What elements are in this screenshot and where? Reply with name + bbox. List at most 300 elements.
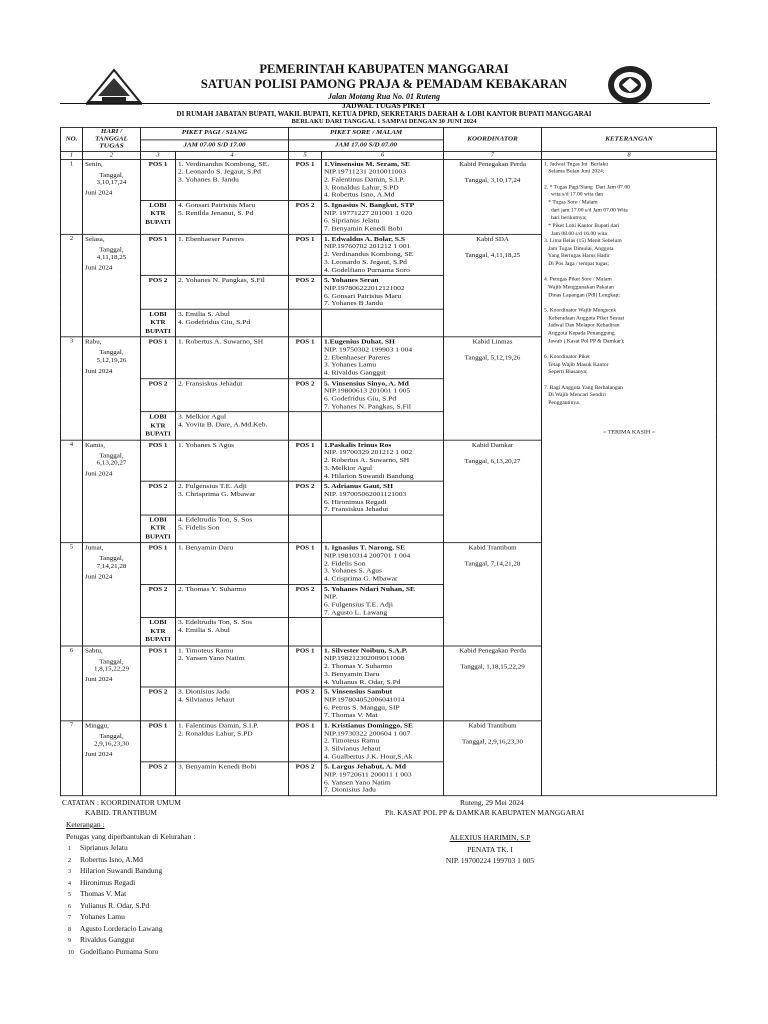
guard-name: NIP.19800613 201001 1 005	[324, 386, 411, 395]
guard-name: 1.Paskalis Irinus Ros	[324, 440, 392, 449]
guard-name: 7. Benyamin Kenedi Bobi	[324, 224, 403, 233]
guard-name: 6. Gonsari Patrisius Maru	[324, 291, 402, 300]
guard-name: 4. Edeltrudis Ton, S. Sos	[178, 515, 253, 524]
day-cell	[83, 646, 141, 721]
sore-names	[322, 234, 444, 275]
day-number: 7	[61, 721, 83, 796]
guard-name: 5. Fidelis Son	[178, 523, 220, 532]
koordinator-dates: Tanggal, 6,13,20,27	[464, 457, 521, 465]
guard-name: 2. Fidelis Son	[324, 558, 366, 567]
guard-name: 4. Yulianus R. Odar, S.Pd	[324, 677, 401, 686]
pagi-slot	[141, 481, 176, 515]
day-dates: 7,14,21,28	[96, 562, 127, 570]
col-num: 2	[83, 152, 141, 160]
guard-name: 2. Yansen Yano Natim	[178, 653, 245, 663]
day-number: 1	[61, 159, 83, 234]
col-hari-line2: TANGGAL	[95, 134, 128, 142]
sore-names	[322, 618, 444, 646]
pagi-names	[176, 234, 289, 275]
guard-name: 3. Yohanes B. Jandu	[178, 175, 239, 184]
petugas-item	[68, 935, 162, 947]
guard-name: NIP.	[324, 592, 338, 601]
sign-office: Plt. KASAT POL PP & DAMKAR KABUPATEN MANGGARAI	[385, 808, 585, 817]
slot-label: POS 1	[148, 544, 168, 552]
sore-names	[322, 762, 444, 796]
guard-name: 5. Vinsensius Sinyo, A. Md	[324, 378, 409, 387]
guard-name: 3. Melkior Agul	[178, 412, 227, 421]
pagi-slot	[141, 412, 176, 440]
petugas-item	[68, 889, 162, 901]
slot-label: POS 1	[295, 441, 315, 449]
sore-names	[322, 276, 444, 310]
guard-name: NIP.19711231 2010011003	[324, 167, 406, 176]
sore-slot	[289, 515, 322, 543]
guard-name: 2. Ebenhaeser Pareres	[324, 353, 391, 362]
sore-names	[322, 412, 444, 440]
slot-label: POS 2	[148, 482, 168, 490]
sore-slot	[289, 646, 322, 687]
koordinator-cell	[444, 337, 542, 440]
guard-name: 3. Benyamin Daru	[324, 669, 380, 678]
guard-name: 5. Renilda Jenanut, S. Pd	[178, 208, 254, 217]
day-cell	[83, 440, 141, 543]
petugas-name: Hironimus Regadi	[80, 877, 136, 887]
petugas-item	[68, 843, 162, 855]
guard-name: 6. Fulgensius T.E. Adji	[324, 600, 393, 609]
sore-names	[322, 309, 444, 337]
day-month: Juni 2024	[85, 675, 113, 684]
pagi-slot	[141, 618, 176, 646]
sore-slot	[289, 276, 322, 310]
petugas-item	[68, 855, 162, 867]
petugas-name: Godelfiano Purnama Soro	[80, 946, 159, 956]
note-line: Anggota Kepada Penanggung	[544, 331, 615, 337]
guard-name: 4. Crisprima G. Mbawar	[324, 574, 398, 583]
pagi-slot	[141, 646, 176, 687]
document-title: JADWAL TUGAS PIKET	[341, 101, 427, 110]
slot-label: POS 2	[148, 379, 168, 387]
guard-name: 2. Thomas Y. Suharmo	[178, 584, 247, 593]
day-day: Selasa,	[85, 235, 105, 243]
col-num: 1	[61, 152, 83, 160]
guard-name: 1. Verdinandus Kombong, SE.	[178, 159, 270, 168]
guard-name: 1. Robertus A. Suwarno, SH	[178, 337, 264, 346]
pagi-names	[176, 584, 289, 618]
day-month: Juni 2024	[85, 189, 113, 197]
koordinator-dates: Tanggal, 2,9,16,23,30	[462, 738, 523, 746]
slot-label: POS 1	[295, 722, 315, 730]
guard-name: NIP. 19750302 199903 1 004	[324, 345, 413, 354]
guard-name: NIP.197804052006041014	[324, 695, 405, 704]
petugas-number: 6	[68, 903, 71, 910]
note-line: Jam Tugas Dimulai, Anggota	[544, 246, 614, 252]
slot-label: POS 1	[148, 235, 168, 243]
slot-label: POS 1	[295, 235, 315, 243]
day-label: Tanggal,	[99, 657, 124, 666]
sore-slot	[289, 412, 322, 440]
note-line: Keberadaan Anggota Piket Sesuai	[544, 315, 625, 321]
sore-slot	[289, 201, 322, 235]
guard-name: NIP. 19720611 200011 1 003	[324, 770, 412, 779]
guard-name: 7. Dionisius Jadu	[324, 785, 376, 794]
petugas-name: Rivaldus Ganggut	[80, 935, 135, 944]
day-label: Tanggal,	[99, 732, 124, 741]
org-name-line1: PEMERINTAH KABUPATEN MANGGARAI	[259, 62, 509, 76]
pagi-slot	[141, 687, 176, 721]
sore-names	[322, 687, 444, 721]
note-line: wita s/d 17.00 wita dan	[544, 192, 604, 198]
slot-label: POS 1	[295, 160, 315, 168]
note-line: Penggantinya.	[544, 400, 581, 406]
guard-name: 7. Thomas V. Mat	[324, 710, 378, 719]
note-line: 3. Lima Belas (15) Menit Sebelum	[544, 238, 622, 244]
day-month: Juni 2024	[85, 367, 113, 375]
guard-name: NIP.197806222012121002	[324, 283, 405, 292]
guard-name: 3. Ronaldus Lahur, S.PD	[324, 182, 399, 191]
guard-name: 4. Gonsari Patrisius Maru	[178, 200, 256, 209]
slot-label: POS 2	[295, 276, 315, 285]
guard-name: 4. Godefridus Giu, S.Pd	[178, 317, 251, 326]
slot-label: LOBI KTR BUPATI	[145, 310, 171, 335]
day-day: Minggu,	[85, 722, 109, 730]
petugas-name: Thomas V. Mat	[80, 889, 127, 898]
roster-row	[61, 159, 717, 200]
guard-name: 2. Ronaldus Lahur, S.PD	[178, 729, 253, 738]
petugas-name: Yulianus R. Odar, S.Pd	[80, 900, 150, 910]
day-cell	[83, 543, 141, 646]
note-line: 4. Petugas Piket Sore / Malam	[544, 277, 612, 283]
pagi-names	[176, 276, 289, 310]
guard-name: 6. Hironimus Regadi	[324, 497, 387, 506]
slot-label: POS 2	[295, 585, 315, 593]
note-line: 1. Jadwal Tugas Ini Berlaku	[544, 161, 609, 167]
guard-name: 7. Yohanes N. Pangkas, S.Fil	[324, 402, 411, 411]
day-number: 2	[61, 234, 83, 337]
pagi-slot	[141, 584, 176, 618]
petugas-item	[68, 901, 162, 913]
guard-name: 2. Yohanes N. Pangkas, S.Fil	[178, 275, 265, 285]
note-line: hari berikutnya;	[544, 215, 587, 221]
pagi-slot	[141, 309, 176, 337]
sore-names	[322, 440, 444, 481]
day-label: Tanggal,	[99, 555, 124, 563]
koordinator-cell	[444, 440, 542, 543]
pagi-names	[176, 378, 289, 412]
col-num: 3	[141, 152, 176, 160]
slot-label: POS 2	[295, 482, 315, 490]
day-day: Rabu,	[85, 338, 102, 346]
pagi-names	[176, 440, 289, 481]
guard-name: NIP. 197005062001121003	[324, 489, 407, 498]
pagi-slot	[141, 543, 176, 584]
petugas-item	[68, 924, 162, 936]
guard-name: 3. Dionisius Jadu	[178, 687, 230, 696]
sore-slot	[289, 762, 322, 796]
thanks-note: = TERIMA KASIH =	[602, 429, 656, 435]
petugas-name: Robertus Isno, A.Md	[80, 854, 143, 864]
note-line	[544, 268, 714, 276]
day-day: Senin,	[85, 160, 103, 168]
guard-name: 1. Edwaldus A. Bolar, S.S	[324, 234, 406, 243]
note-line: Di Wajib Mencari Sendiri	[544, 392, 606, 399]
guard-name: 7. Yohanes B Jandu	[324, 299, 383, 308]
col-koordinator: KOORDINATOR	[444, 127, 542, 151]
day-month: Juni 2024	[85, 470, 113, 478]
day-label: Tanggal,	[99, 349, 124, 357]
guard-name: 6. Petrus S. Manggu, SIP	[324, 703, 400, 712]
slot-label: POS 1	[148, 338, 168, 346]
petugas-number: 1	[68, 846, 71, 852]
document-period: BERLAKU DARI TANGGAL 1 SAMPAI DENGAN 30 JUNI 2024	[291, 118, 477, 125]
col-hari	[83, 127, 141, 151]
signer-rank: PENATA TK. I	[467, 845, 513, 854]
petugas-item	[68, 878, 162, 890]
col-pagi-hours: JAM 07.00 S/D 17.00	[141, 140, 289, 152]
day-dates: 3,10,17,24	[96, 178, 127, 186]
petugas-number: 4	[68, 880, 71, 887]
guard-name: 1. Ebenhaeser Pareres	[178, 234, 245, 243]
pagi-slot	[141, 378, 176, 412]
col-num: 4	[176, 152, 289, 160]
slot-label: POS 1	[148, 441, 168, 449]
day-cell	[83, 721, 141, 796]
signer-nip: NIP. 19700224 199703 1 005	[445, 856, 535, 865]
day-day: Sabtu,	[85, 647, 103, 655]
day-number: 5	[61, 543, 83, 646]
day-cell	[83, 234, 141, 337]
petugas-number: 8	[68, 926, 71, 933]
sore-names	[322, 159, 444, 200]
petugas-item	[68, 912, 162, 924]
pagi-slot	[141, 440, 176, 481]
col-num: 7	[444, 152, 542, 160]
sore-names	[322, 337, 444, 378]
guard-name: 6. Yansen Yano Natim	[324, 778, 391, 787]
guard-name: 2. Fransiskus Jehadut	[178, 378, 243, 387]
slot-label: POS 1	[295, 338, 315, 346]
guard-name: NIP. 19700329 201212 1 002	[324, 448, 413, 457]
pagi-slot	[141, 762, 176, 796]
sore-names	[322, 584, 444, 618]
sore-slot	[289, 543, 322, 584]
note-line	[544, 346, 714, 354]
guard-name: 4. Godelfiano Purnama Soro	[324, 265, 410, 274]
pagi-names	[176, 543, 289, 584]
guard-name: 4. Gualbertus J.K. Hour,S.Ak	[324, 752, 413, 761]
guard-name: 5. Adrianus Gaut, SH	[324, 481, 393, 490]
guard-name: 3. Silvianus Jehaut	[324, 744, 381, 753]
sore-names	[322, 721, 444, 762]
pagi-names	[176, 412, 289, 440]
sore-names	[322, 515, 444, 543]
pagi-names	[176, 337, 289, 378]
note-line: Jam 08.00 s/d 16.00 wita	[544, 230, 607, 237]
guard-name: 1. Falentinus Damin, S.I.P.	[178, 721, 259, 730]
guard-name: NIP.19810314 200701 1 004	[324, 551, 411, 560]
slot-label: POS 2	[295, 763, 315, 771]
petugas-name: Siprianus Jelatu	[80, 843, 128, 852]
petugas-kelurahan-list	[68, 843, 162, 958]
sore-slot	[289, 234, 322, 275]
sore-slot	[289, 309, 322, 337]
slot-label: POS 2	[148, 585, 168, 593]
note-line: 7. Bagi Anggota Yang Berhalangan	[544, 385, 623, 391]
day-number: 6	[61, 646, 83, 721]
koordinator-cell	[444, 234, 542, 337]
day-month: Juni 2024	[85, 573, 113, 581]
sign-place-date: Ruteng, 29 Mei 2024	[460, 798, 524, 807]
day-dates: 4,11,18,25	[96, 253, 127, 261]
slot-label: LOBI KTR BUPATI	[145, 413, 171, 438]
petugas-number: 7	[68, 915, 71, 921]
pagi-names	[176, 687, 289, 721]
column-number-row	[61, 152, 717, 160]
guard-name: 3. Edeltrudis Ton, S. Sos	[178, 618, 253, 627]
guard-name: 7. Agusto L. Lawang	[324, 607, 388, 616]
guard-name: 3. Emilia S. Abul	[178, 309, 230, 318]
petugas-number: 2	[68, 857, 71, 864]
petugas-name: Yohanes Lamu	[80, 912, 125, 921]
pagi-names	[176, 481, 289, 515]
day-label: Tanggal,	[99, 246, 124, 254]
petugas-item	[68, 947, 162, 959]
guard-name: 5. Vinsensius Sambut	[324, 687, 393, 696]
day-month: Juni 2024	[85, 264, 113, 272]
guard-name: 2. Falentinus Damin, S.I.P.	[324, 175, 405, 184]
col-sore-hours: JAM 17.00 S/D 07.00	[289, 140, 444, 152]
slot-label: POS 1	[295, 544, 315, 552]
guard-name: 5. Yohanes Seran	[324, 275, 379, 285]
guard-name: 1.Vinsensius M. Seram, SE	[324, 159, 410, 168]
day-cell	[83, 337, 141, 440]
guard-name: 5. Largus Jehabut, A. Md	[324, 762, 406, 771]
duty-roster-table	[60, 127, 717, 796]
slot-label: POS 2	[148, 763, 168, 771]
day-month: Juni 2024	[85, 750, 113, 759]
sore-slot	[289, 687, 322, 721]
slot-label: POS 2	[295, 201, 315, 209]
guard-name: 4. Robertus Isno, A.Md	[324, 190, 395, 199]
note-line: Jadwal Dan Melapor Kehadiran	[544, 323, 620, 329]
koordinator-name: Kabid Linmas	[472, 338, 513, 346]
koordinator-name: Kabid Damkar	[471, 441, 514, 449]
koordinator-dates: Tanggal, 1,18,15,22,29	[460, 663, 525, 671]
note-line: Seperti Biasanya;	[544, 369, 588, 375]
sore-names	[322, 543, 444, 584]
day-cell	[83, 159, 141, 234]
guard-name: 4. Hilarion Suwandi Bandung	[324, 471, 414, 480]
koordinator-dates: Tanggal, 7,14,21,28	[464, 560, 521, 568]
note-line: 6. Koordinator Piket	[544, 354, 590, 360]
koordinator-cell	[444, 721, 542, 796]
org-name-line2: SATUAN POLISI PAMONG PRAJA & PEMADAM KEBAKARAN	[200, 77, 568, 91]
slot-label: POS 2	[295, 688, 315, 696]
petugas-item	[68, 866, 162, 878]
slot-label: LOBI KTR BUPATI	[145, 201, 171, 226]
note-line: * Piket Lobi Kantor Bupati dari	[544, 223, 620, 229]
petugas-number: 5	[68, 892, 71, 898]
guard-name: 1. Ignasius T. Narong, SE	[324, 543, 406, 552]
petugas-name: Agusto Lorderacio Lawang	[80, 923, 163, 933]
sore-slot	[289, 378, 322, 412]
guard-name: 2. Leonardo S. Jegaut, S.Pd	[178, 167, 261, 176]
koordinator-dates: Tanggal, 3,10,17,24	[464, 176, 521, 184]
koordinator-name: Kabid Trantibum	[468, 722, 517, 730]
document-subtitle: DI RUMAH JABATAN BUPATI, WAKIL BUPATI, KETUA DPRD, SEKRETARIS DAERAH & LOBI KANTOR BUPATI MANGGARAI	[176, 110, 592, 118]
guard-name: 2. Timoteus Ramu	[324, 736, 380, 745]
guard-name: 4. Rivaldus Ganggut	[324, 368, 386, 377]
sore-slot	[289, 159, 322, 200]
catatan-kabid: KABID. TRANTIBUM	[85, 808, 157, 817]
guard-name: NIP. 19771227 201001 1 020	[324, 208, 413, 217]
pagi-names	[176, 618, 289, 646]
note-line: 5. Koordinator Wajib Mengecek	[544, 307, 617, 314]
day-number: 4	[61, 440, 83, 543]
note-line: 2. * Tugas Pagi/Siang Dari Jam 07.00	[544, 184, 630, 190]
note-line: * Tugas Sore / Malam	[544, 199, 598, 206]
guard-name: 1. Timoteus Ramu	[178, 646, 234, 655]
petugas-number: 3	[68, 869, 71, 875]
pagi-slot	[141, 721, 176, 762]
col-num: 5	[289, 152, 322, 160]
sore-names	[322, 201, 444, 235]
guard-name: NIP.198212302009011008	[324, 653, 405, 663]
guard-name: 3. Leonardo S. Jegaut, S.Pd	[324, 257, 407, 266]
note-line: Selama Bulan Juni 2024;	[544, 169, 605, 175]
col-keterangan: KETERANGAN	[542, 127, 717, 151]
col-hari-line1: HARI /	[100, 127, 123, 136]
col-pagi: PIKET PAGI / SIANG	[141, 127, 289, 139]
col-sore: PIKET SORE / MALAM	[289, 127, 444, 139]
day-label: Tanggal,	[99, 171, 124, 179]
pagi-names	[176, 159, 289, 200]
day-dates: 5,12,19,26	[96, 356, 127, 364]
pagi-names	[176, 721, 289, 762]
pagi-slot	[141, 337, 176, 378]
guard-name: 2. Verdinandus Kombong, SE	[324, 250, 414, 259]
pagi-slot	[141, 276, 176, 310]
slot-label: LOBI KTR BUPATI	[145, 516, 171, 541]
sore-slot	[289, 337, 322, 378]
slot-label: POS 2	[148, 688, 168, 696]
note-line	[544, 376, 714, 384]
guard-name: 5. Ignasius N. Bangkut, STP	[324, 200, 415, 209]
guard-name: 1. Kristianus Dominggo, SE	[324, 721, 413, 730]
sore-names	[322, 646, 444, 687]
guard-name: 1. Yohanes S Agus	[178, 440, 235, 449]
guard-name: 1. Silvester Noibun, S.A.P.	[324, 646, 408, 655]
signer-name: ALEXIUS HARIMIN, S.P	[449, 833, 531, 842]
koordinator-cell	[444, 543, 542, 646]
guard-name: 2. Fulgensius T.E. Adji	[178, 481, 247, 490]
koordinator-name: Kabid Penegakan Perda	[459, 647, 526, 655]
col-no: NO.	[61, 127, 83, 151]
sore-names	[322, 481, 444, 515]
guard-name: 4. Emilia S. Abul	[178, 626, 230, 635]
guard-name: NIP.19730322 200604 1 007	[324, 729, 411, 738]
koordinator-cell	[444, 159, 542, 234]
slot-label: LOBI KTR BUPATI	[145, 619, 171, 644]
note-line: dari jam 17.00 s/d Jam 07.00 Wita	[544, 207, 628, 214]
catatan-label: CATATAN : KOORDINATOR UMUM	[62, 798, 181, 807]
sore-slot	[289, 721, 322, 762]
guard-name: 3. Chrisprima G. Mbawar	[178, 489, 256, 498]
guard-name: 3. Yohanes Lamu	[324, 360, 377, 369]
col-tugas: TUGAS	[99, 141, 124, 150]
day-day: Kamis,	[85, 441, 106, 449]
koordinator-name: Kabid Trantibum	[468, 544, 517, 552]
pagi-names	[176, 762, 289, 796]
